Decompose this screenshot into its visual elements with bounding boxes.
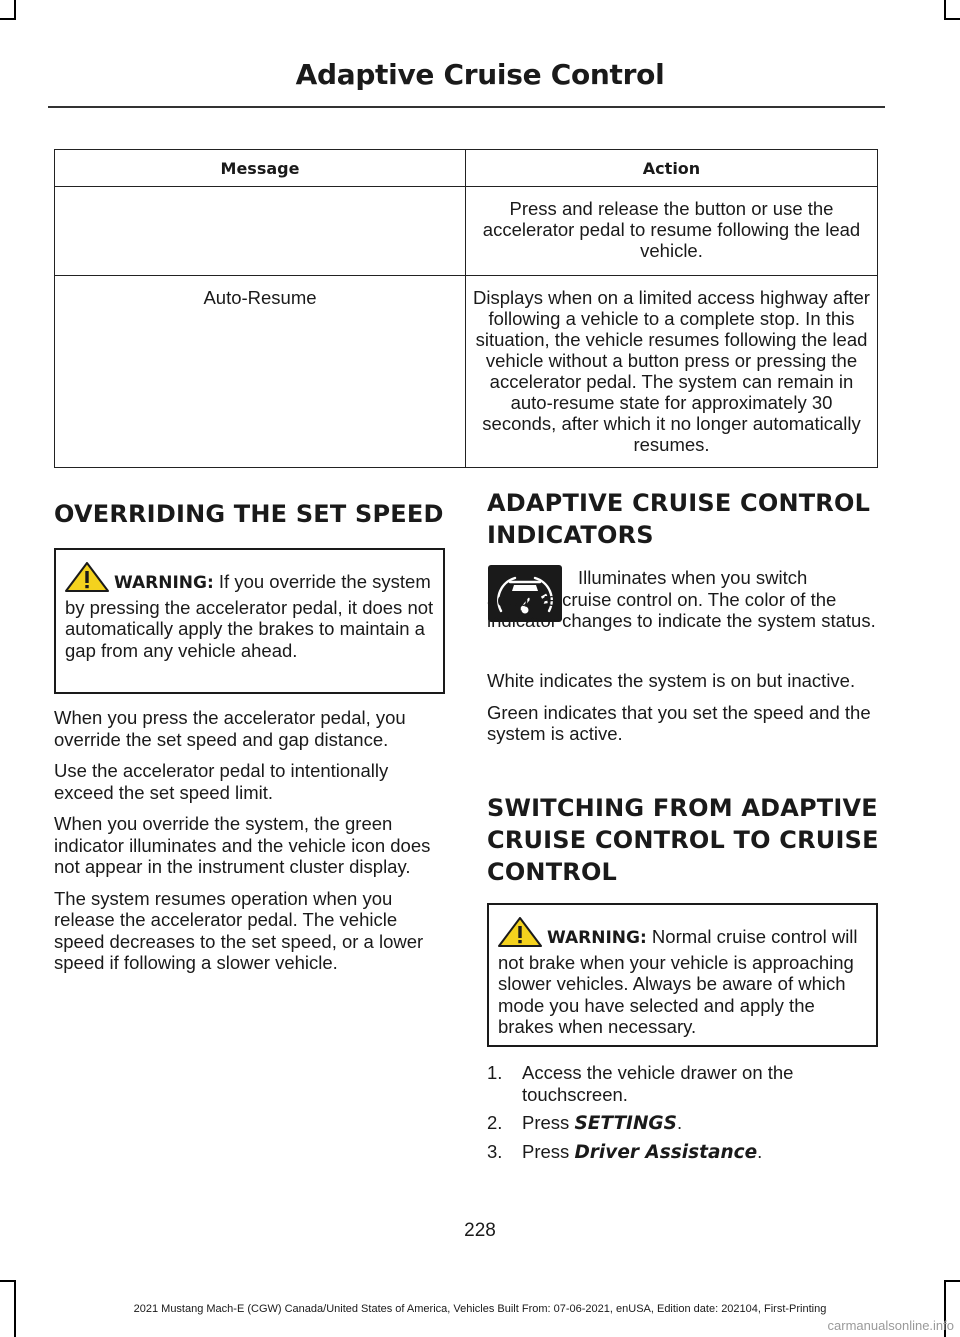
footer-edition-line: 2021 Mustang Mach-E (CGW) Canada/United States of America, Vehicles Built From: 07-06-2021, enUSA, Edition date: 202104, First-Printing [133,1303,827,1315]
message-cell [55,187,466,276]
paragraph: When you override the system, the green indicator illuminates and the vehicle icon does not appear in the instrument cluster display. [54,813,431,877]
warning-triangle-icon [65,562,109,597]
indicator-status-body [487,670,879,755]
paragraph: White indicates the system is on but inactive. [487,670,856,691]
heading-line: ADAPTIVE CRUISE CONTROL [487,489,871,517]
step-tail: . [757,1141,763,1162]
action-cell: Press and release the button or use the accelerator pedal to resume following the lead vehicle. [466,187,878,276]
page-number: 228 [464,1220,496,1241]
step-number: 1. [487,1062,503,1083]
overriding-body [54,707,447,984]
message-cell: Auto-Resume [55,276,466,468]
table-row [55,187,878,276]
heading-line: CONTROL [487,858,618,886]
heading-switching-to-cruise [487,792,879,888]
step-text: Press [522,1112,575,1133]
indicator-description [487,567,879,642]
heading-line: SWITCHING FROM ADAPTIVE [487,794,878,822]
title-divider [48,106,885,108]
list-item [487,1062,877,1105]
warning-text: If you override the system by pressing the accelerator pedal, it does not automatically apply the brakes to maintain a gap from any vehicle ahead. [65,571,434,661]
crop-mark [0,18,16,20]
crop-mark [944,18,960,20]
heading-overriding-set-speed: OVERRIDING THE SET SPEED [54,500,444,528]
step-emphasis: SETTINGS [574,1113,677,1134]
action-cell: Displays when on a limited access highway after following a vehicle to a complete stop. In this situation, the vehicle resumes following the lead vehicle without a button press or pressing the accelerator pedal. The system can remain in auto-resume state for approximately 30 seconds, after which it no longer automatically resumes. [466,276,878,468]
step-text-wrap [522,1141,877,1164]
list-item [487,1112,877,1135]
warning-label: WARNING: [547,928,647,948]
step-tail: . [676,1112,683,1133]
column-header-message: Message [55,150,466,187]
column-header-action: Action [466,150,878,187]
paragraph: Use the accelerator pedal to intentionally exceed the set speed limit. [54,760,389,803]
table-header-row [55,150,878,187]
step-number: 2. [487,1112,503,1133]
crop-mark [0,1280,16,1282]
step-emphasis: Driver Assistance [574,1142,758,1163]
heading-line: INDICATORS [487,521,654,549]
paragraph: Illuminates when you switch adaptive cruise control on. The color of the indicator changes to indicate the system status. [487,567,876,631]
table-row [55,276,878,468]
crop-mark [14,0,16,20]
heading-acc-indicators [487,487,870,551]
page-title: Adaptive Cruise Control [295,58,665,91]
warning-label: WARNING: [114,573,214,593]
warning-box [54,548,445,694]
paragraph: Green indicates that you set the speed and the system is active. [487,701,871,744]
crop-mark [944,1280,960,1282]
message-table [54,149,878,468]
heading-line: CRUISE CONTROL TO CRUISE [487,826,879,854]
warning-triangle-icon [498,917,542,952]
watermark: carmanualsonline.info [827,1318,954,1333]
paragraph: When you press the accelerator pedal, you override the set speed and gap distance. [54,707,406,750]
step-text-wrap [522,1112,877,1135]
warning-box [487,903,878,1047]
warning-text: Normal cruise control will not brake when your vehicle is approaching slower vehicles. Always be aware of which mode you have selected and apply the brakes when necessary. [498,926,858,1037]
step-number: 3. [487,1141,503,1162]
list-item [487,1141,877,1164]
paragraph: The system resumes operation when you release the accelerator pedal. The vehicle speed decreases to the set speed, or a lower speed if following a slower vehicle. [54,887,424,973]
step-text: Press [522,1141,575,1162]
step-text: Access the vehicle drawer on the touchscreen. [522,1062,794,1105]
crop-mark [944,0,946,20]
